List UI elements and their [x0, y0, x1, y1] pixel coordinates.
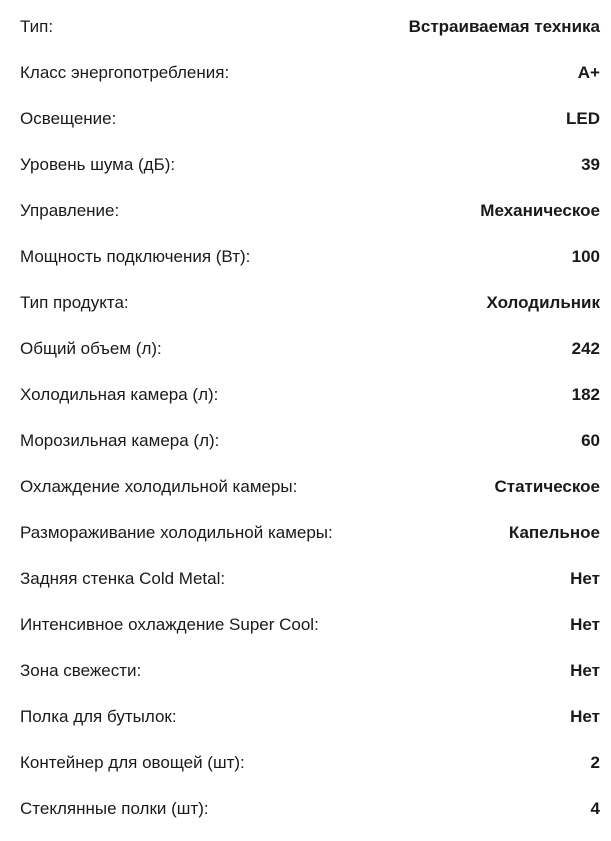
- spec-value: 100: [571, 247, 600, 266]
- spec-label: Зона свежести:: [20, 661, 142, 680]
- spec-label: Полка для бутылок:: [20, 707, 177, 726]
- spec-label: Морозильная камера (л):: [20, 431, 220, 450]
- spec-value: Статическое: [494, 477, 600, 496]
- spec-label: Общий объем (л):: [20, 339, 162, 358]
- spec-value: LED: [566, 109, 600, 128]
- spec-row-vegetable-container: [20, 740, 600, 786]
- spec-value: Нет: [570, 661, 600, 680]
- spec-label: Интенсивное охлаждение Super Cool:: [20, 615, 319, 634]
- spec-label: Мощность подключения (Вт):: [20, 247, 251, 266]
- spec-row-energy-class: [20, 50, 600, 96]
- spec-row-power: [20, 234, 600, 280]
- spec-row-bottle-shelf: [20, 694, 600, 740]
- spec-label: Контейнер для овощей (шт):: [20, 753, 245, 772]
- spec-label: Размораживание холодильной камеры:: [20, 523, 333, 542]
- spec-label: Задняя стенка Cold Metal:: [20, 569, 226, 588]
- spec-value: A+: [577, 63, 600, 82]
- spec-row-fridge-defrost: [20, 510, 600, 556]
- spec-label: Тип:: [20, 17, 54, 36]
- spec-row-cold-metal: [20, 556, 600, 602]
- spec-label: Освещение:: [20, 109, 117, 128]
- spec-row-lighting: [20, 96, 600, 142]
- spec-row-super-cool: [20, 602, 600, 648]
- spec-row-fridge-cooling: [20, 464, 600, 510]
- spec-row-freezer-volume: [20, 418, 600, 464]
- spec-value: 39: [581, 155, 600, 174]
- spec-row-freshness-zone: [20, 648, 600, 694]
- spec-row-control: [20, 188, 600, 234]
- spec-row-noise-level: [20, 142, 600, 188]
- spec-value: 242: [571, 339, 600, 358]
- spec-value: Холодильник: [486, 293, 600, 312]
- spec-row-fridge-volume: [20, 372, 600, 418]
- spec-label: Класс энергопотребления:: [20, 63, 230, 82]
- spec-value: Нет: [570, 707, 600, 726]
- specifications-list: [20, 4, 600, 832]
- spec-value: Механическое: [480, 201, 600, 220]
- spec-label: Стеклянные полки (шт):: [20, 799, 209, 818]
- spec-value: 4: [590, 799, 600, 818]
- spec-row-product-type: [20, 280, 600, 326]
- spec-row-glass-shelves: [20, 786, 600, 832]
- spec-label: Управление:: [20, 201, 120, 220]
- spec-value: Капельное: [508, 523, 600, 542]
- spec-value: Нет: [570, 615, 600, 634]
- spec-label: Уровень шума (дБ):: [20, 155, 176, 174]
- spec-row-total-volume: [20, 326, 600, 372]
- spec-value: Нет: [570, 569, 600, 588]
- spec-label: Охлаждение холодильной камеры:: [20, 477, 298, 496]
- spec-value: Встраиваемая техника: [408, 17, 600, 36]
- spec-value: 182: [571, 385, 600, 404]
- spec-label: Тип продукта:: [20, 293, 129, 312]
- spec-label: Холодильная камера (л):: [20, 385, 219, 404]
- spec-value: 2: [590, 753, 600, 772]
- spec-value: 60: [581, 431, 600, 450]
- spec-row-type: [20, 4, 600, 50]
